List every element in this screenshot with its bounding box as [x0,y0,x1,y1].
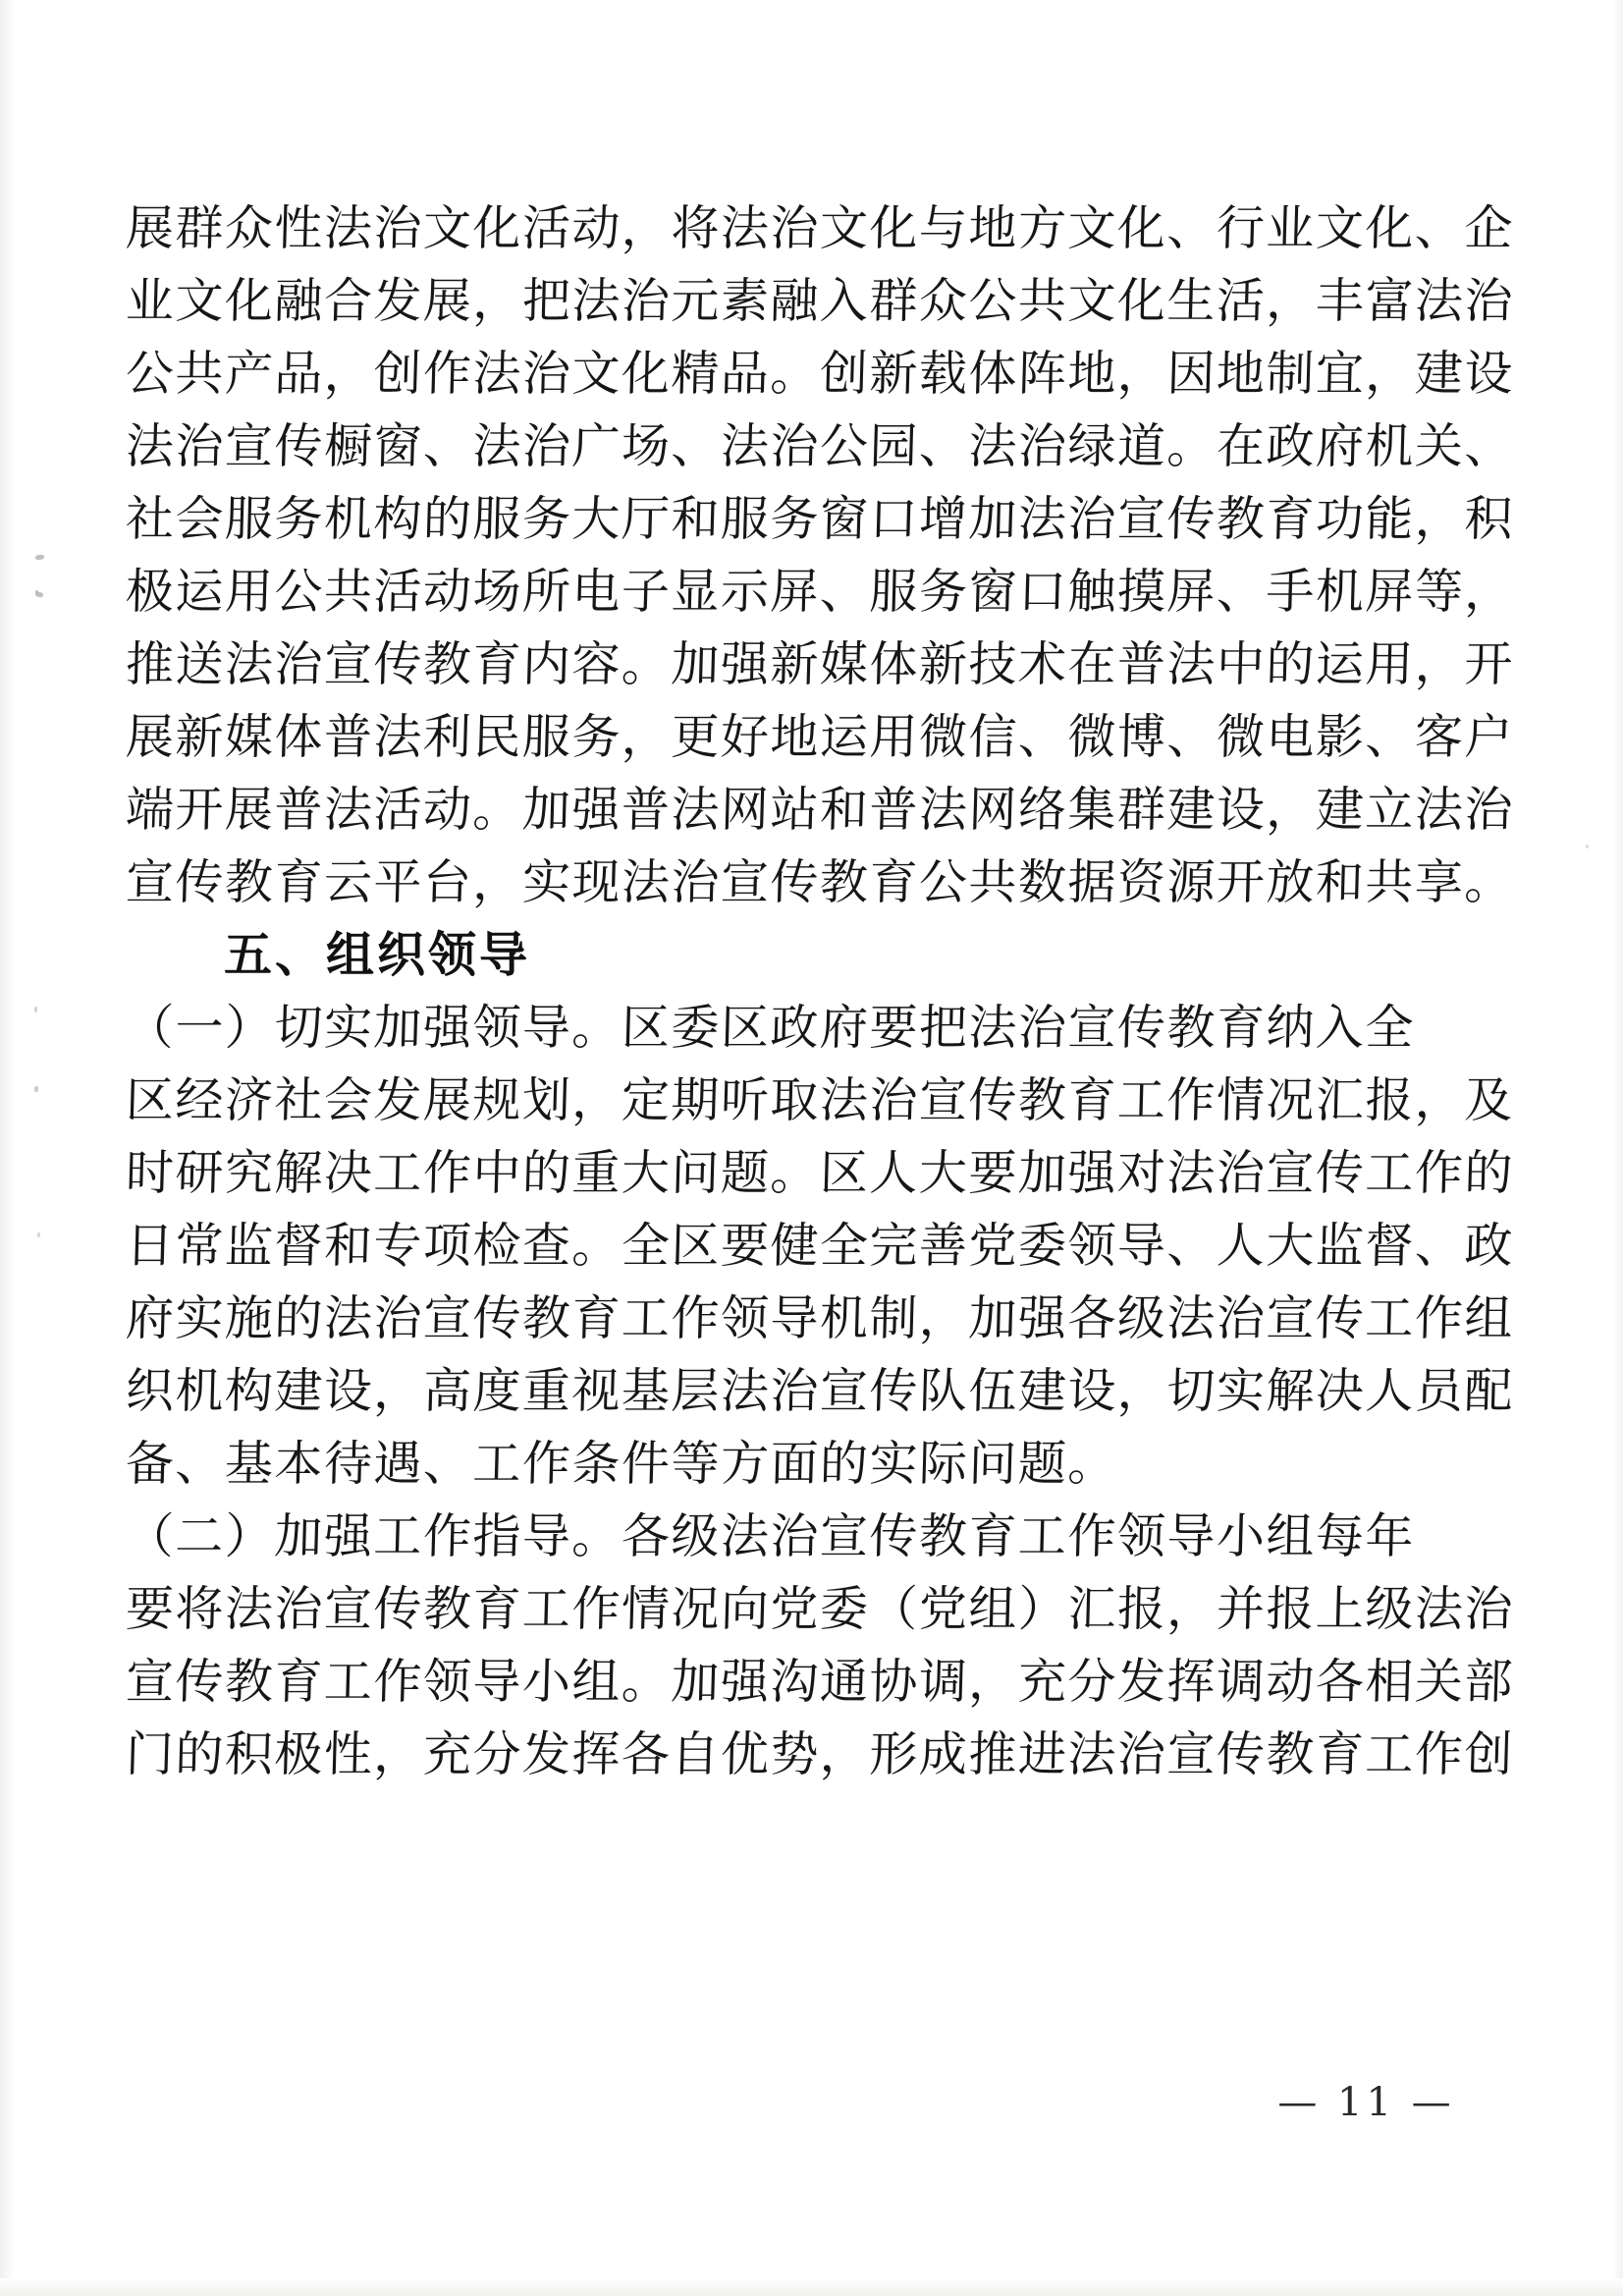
subsection-two-strengthen-work-guidance [125,1501,1515,1791]
paragraph-line: 展群众性法治文化活动，将法治文化与地方文化、行业文化、企 [125,200,1515,256]
page-number-value: — 11 — [1277,2080,1455,2125]
paragraph-line: 宣传教育云平台，实现法治宣传教育公共数据资源开放和共享。 [125,854,1515,910]
scan-edge-shadow-right [1613,0,1623,2296]
section-five-heading: 五、组织领导 [224,927,531,983]
subsection-one-strengthen-leadership [125,992,1515,1501]
scan-speck [34,1086,38,1092]
scan-speck [1586,845,1589,848]
paragraph-line: 推送法治宣传教育内容。加强新媒体新技术在普法中的运用，开 [125,636,1515,692]
page-number-footer [0,2080,1623,2125]
paragraph-line: 宣传教育工作领导小组。加强沟通协调，充分发挥调动各相关部 [125,1654,1515,1710]
paragraph-line: 备、基本待遇、工作条件等方面的实际问题。 [125,1436,1118,1492]
paragraph-line: 社会服务机构的服务大厅和服务窗口增加法治宣传教育功能，积 [125,491,1515,547]
paragraph-line: 要将法治宣传教育工作情况向党委（党组）汇报，并报上级法治 [125,1581,1515,1637]
paragraph-line: （一）切实加强领导。区委区政府要把法治宣传教育纳入全 [125,1000,1416,1056]
scan-speck [37,1232,40,1237]
paragraph-line: （二）加强工作指导。各级法治宣传教育工作领导小组每年 [125,1508,1416,1564]
paragraph-line: 公共产品，创作法治文化精品。创新载体阵地，因地制宜，建设 [125,346,1515,402]
paragraph-line: 业文化融合发展，把法治元素融入群众公共文化生活，丰富法治 [125,273,1515,329]
paragraph-line: 极运用公共活动场所电子显示屏、服务窗口触摸屏、手机屏等， [125,564,1515,620]
document-body [125,192,1515,1791]
scan-speck [35,554,45,560]
scan-speck [35,590,38,593]
legal-culture-activities-paragraph [125,192,1515,919]
paragraph-line: 时研究解决工作中的重大问题。区人大要加强对法治宣传工作的 [125,1145,1515,1201]
paragraph-line: 区经济社会发展规划，定期听取法治宣传教育工作情况汇报，及 [125,1072,1515,1128]
paragraph-line: 日常监督和专项检查。全区要健全完善党委领导、人大监督、政 [125,1218,1515,1274]
paragraph-line: 端开展普法活动。加强普法网站和普法网络集群建设，建立法治 [125,782,1515,838]
scan-speck [35,591,44,597]
scan-edge-shadow-bottom [0,2278,1623,2296]
scan-speck [34,1007,37,1012]
paragraph-line: 展新媒体普法利民服务，更好地运用微信、微博、微电影、客户 [125,709,1515,765]
scan-edge-shadow-left [0,0,14,2296]
paragraph-line: 府实施的法治宣传教育工作领导机制，加强各级法治宣传工作组 [125,1290,1515,1346]
paragraph-line: 织机构建设，高度重视基层法治宣传队伍建设，切实解决人员配 [125,1363,1515,1419]
paragraph-line: 门的积极性，充分发挥各自优势，形成推进法治宣传教育工作创 [125,1726,1515,1782]
paragraph-line: 法治宣传橱窗、法治广场、法治公园、法治绿道。在政府机关、 [125,418,1515,474]
